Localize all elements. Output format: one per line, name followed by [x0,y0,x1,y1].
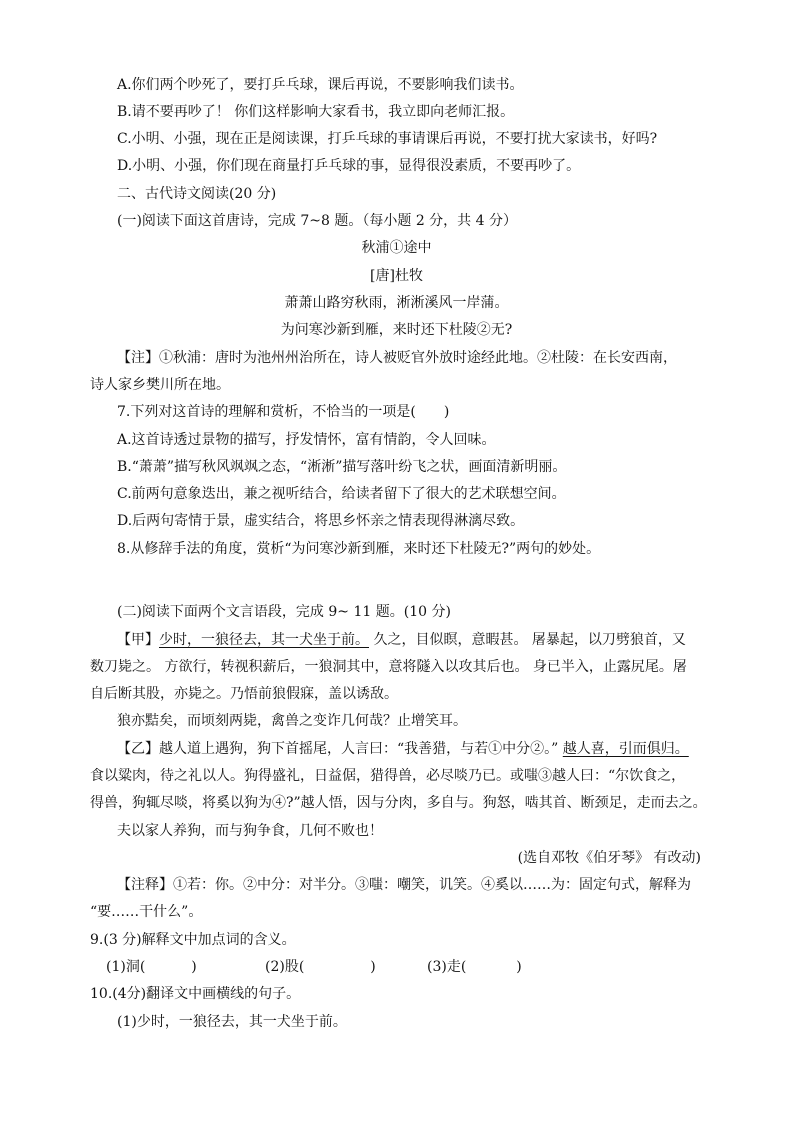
passage-source: (选自邓牧《伯牙琴》 有改动) [517,850,701,866]
annotation-line-2: “要……干什么”。 [90,904,203,920]
passage-jia-line-3: 自后断其股，亦毙之。乃悟前狼假寐，盖以诱敌。 [90,686,398,702]
q9-item-3: (3)走( ) [427,959,522,975]
part2-intro: (二)阅读下面两个文言语段，完成 9~ 11 题。(10 分) [117,604,451,620]
annotation-line-1: 【注释】①若：你。②中分：对半分。③嗤：嘲笑，讥笑。④奚以……为：固定句式，解释为 [117,877,691,893]
passage-jia-line-4: 狼亦黠矣，而顷刻两毙，禽兽之变诈几何哉？止增笑耳。 [117,713,467,729]
q10-item-1: (1)少时，一狼径去，其一犬坐于前。 [117,1014,347,1030]
passage-jia-line-2: 数刀毙之。 方欲行，转视积薪后，一狼洞其中，意将隧入以攻其后也。 身已半入，止露尻尾。屠 [90,659,687,675]
passage-yi-line-3: 得兽，狗辄尽啖，将奚以狗为④?”越人悟，因与分肉，多自与。狗怒，啮其首、断颈足，走而去之。 [90,795,707,811]
q6-option-d: D.小明、小强，你们现在商量打乒乓球的事，显得很没素质，不要再吵了。 [117,158,581,174]
poem-note-line-1: 【注】①秋浦：唐时为池州州治所在，诗人被贬官外放时途经此地。②杜陵：在长安西南， [117,350,677,366]
q9-stem: 9.(3 分)解释文中加点词的含义。 [90,932,296,948]
q7-option-b: B.“萧萧”描写秋风飒飒之态，“淅淅”描写落叶纷飞之状，画面清新明丽。 [117,459,567,475]
yi-line-1-text: 越人道上遇狗，狗下首摇尾，人言曰：“我善猎，与若①中分②。” [159,741,563,757]
q7-option-d: D.后两句寄情于景，虚实结合，将思乡怀亲之情表现得淋漓尽致。 [117,513,525,529]
q8-stem: 8.从修辞手法的角度，赏析“为问寒沙新到雁，来时还下杜陵无?”两句的妙处。 [117,541,601,557]
q7-option-a: A.这首诗透过景物的描写，抒发情怀，富有情韵，令人回味。 [117,432,496,448]
poem-note-line-2: 诗人家乡樊川所在地。 [90,377,230,393]
q9-item-2: (2)股( ) [265,959,376,975]
q7-option-c: C.前两句意象迭出，兼之视听结合，给读者留下了很大的艺术联想空间。 [117,486,566,502]
part1-intro: (一)阅读下面这首唐诗，完成 7~8 题。（每小题 2 分，共 4 分） [117,213,517,229]
yi-underlined-sentence: 越人喜，引而俱归。 [562,741,689,757]
q6-option-a: A.你们两个吵死了，要打乒乓球，课后再说，不要影响我们读书。 [117,77,524,93]
passage-jia-line-1 [117,631,686,649]
passage-jia-label: 【甲】 [117,632,159,648]
q7-stem: 7.下列对这首诗的理解和赏析，不恰当的一项是( ) [117,404,450,420]
q9-item-1: (1)洞( ) [106,959,197,975]
q6-option-c: C.小明、小强，现在正是阅读课，打乒乓球的事请课后再说，不要打扰大家读书，好吗? [117,131,658,147]
poem-line-2: 为问寒沙新到雁，来时还下杜陵②无? [280,322,513,338]
jia-line-1-rest: 久之，目似瞑，意暇甚。 屠暴起，以刀劈狼首，又 [369,632,686,648]
section2-heading: 二、古代诗文阅读(20 分) [117,186,277,202]
poem-author: [唐]杜牧 [370,268,423,284]
passage-yi-line-2: 食以粱肉，待之礼以人。狗得盛礼，日益倨，猎得兽，必尽啖乃已。或嗤③越人曰：“尔饮食之， [90,768,686,784]
q10-stem: 10.(4分)翻译文中画横线的句子。 [90,986,301,1002]
poem-line-1: 萧萧山路穷秋雨，淅淅溪风一岸蒲。 [284,295,509,311]
q6-option-b: B.请不要再吵了！ 你们这样影响大家看书，我立即向老师汇报。 [117,104,515,120]
passage-yi-label: 【乙】 [117,741,159,757]
poem-title: 秋浦①途中 [361,240,432,256]
passage-yi-line-4: 夫以家人养狗，而与狗争食，几何不败也！ [117,823,383,839]
jia-underlined-sentence: 少时，一狼径去，其一犬坐于前。 [159,632,369,648]
passage-yi-line-1 [117,740,689,758]
